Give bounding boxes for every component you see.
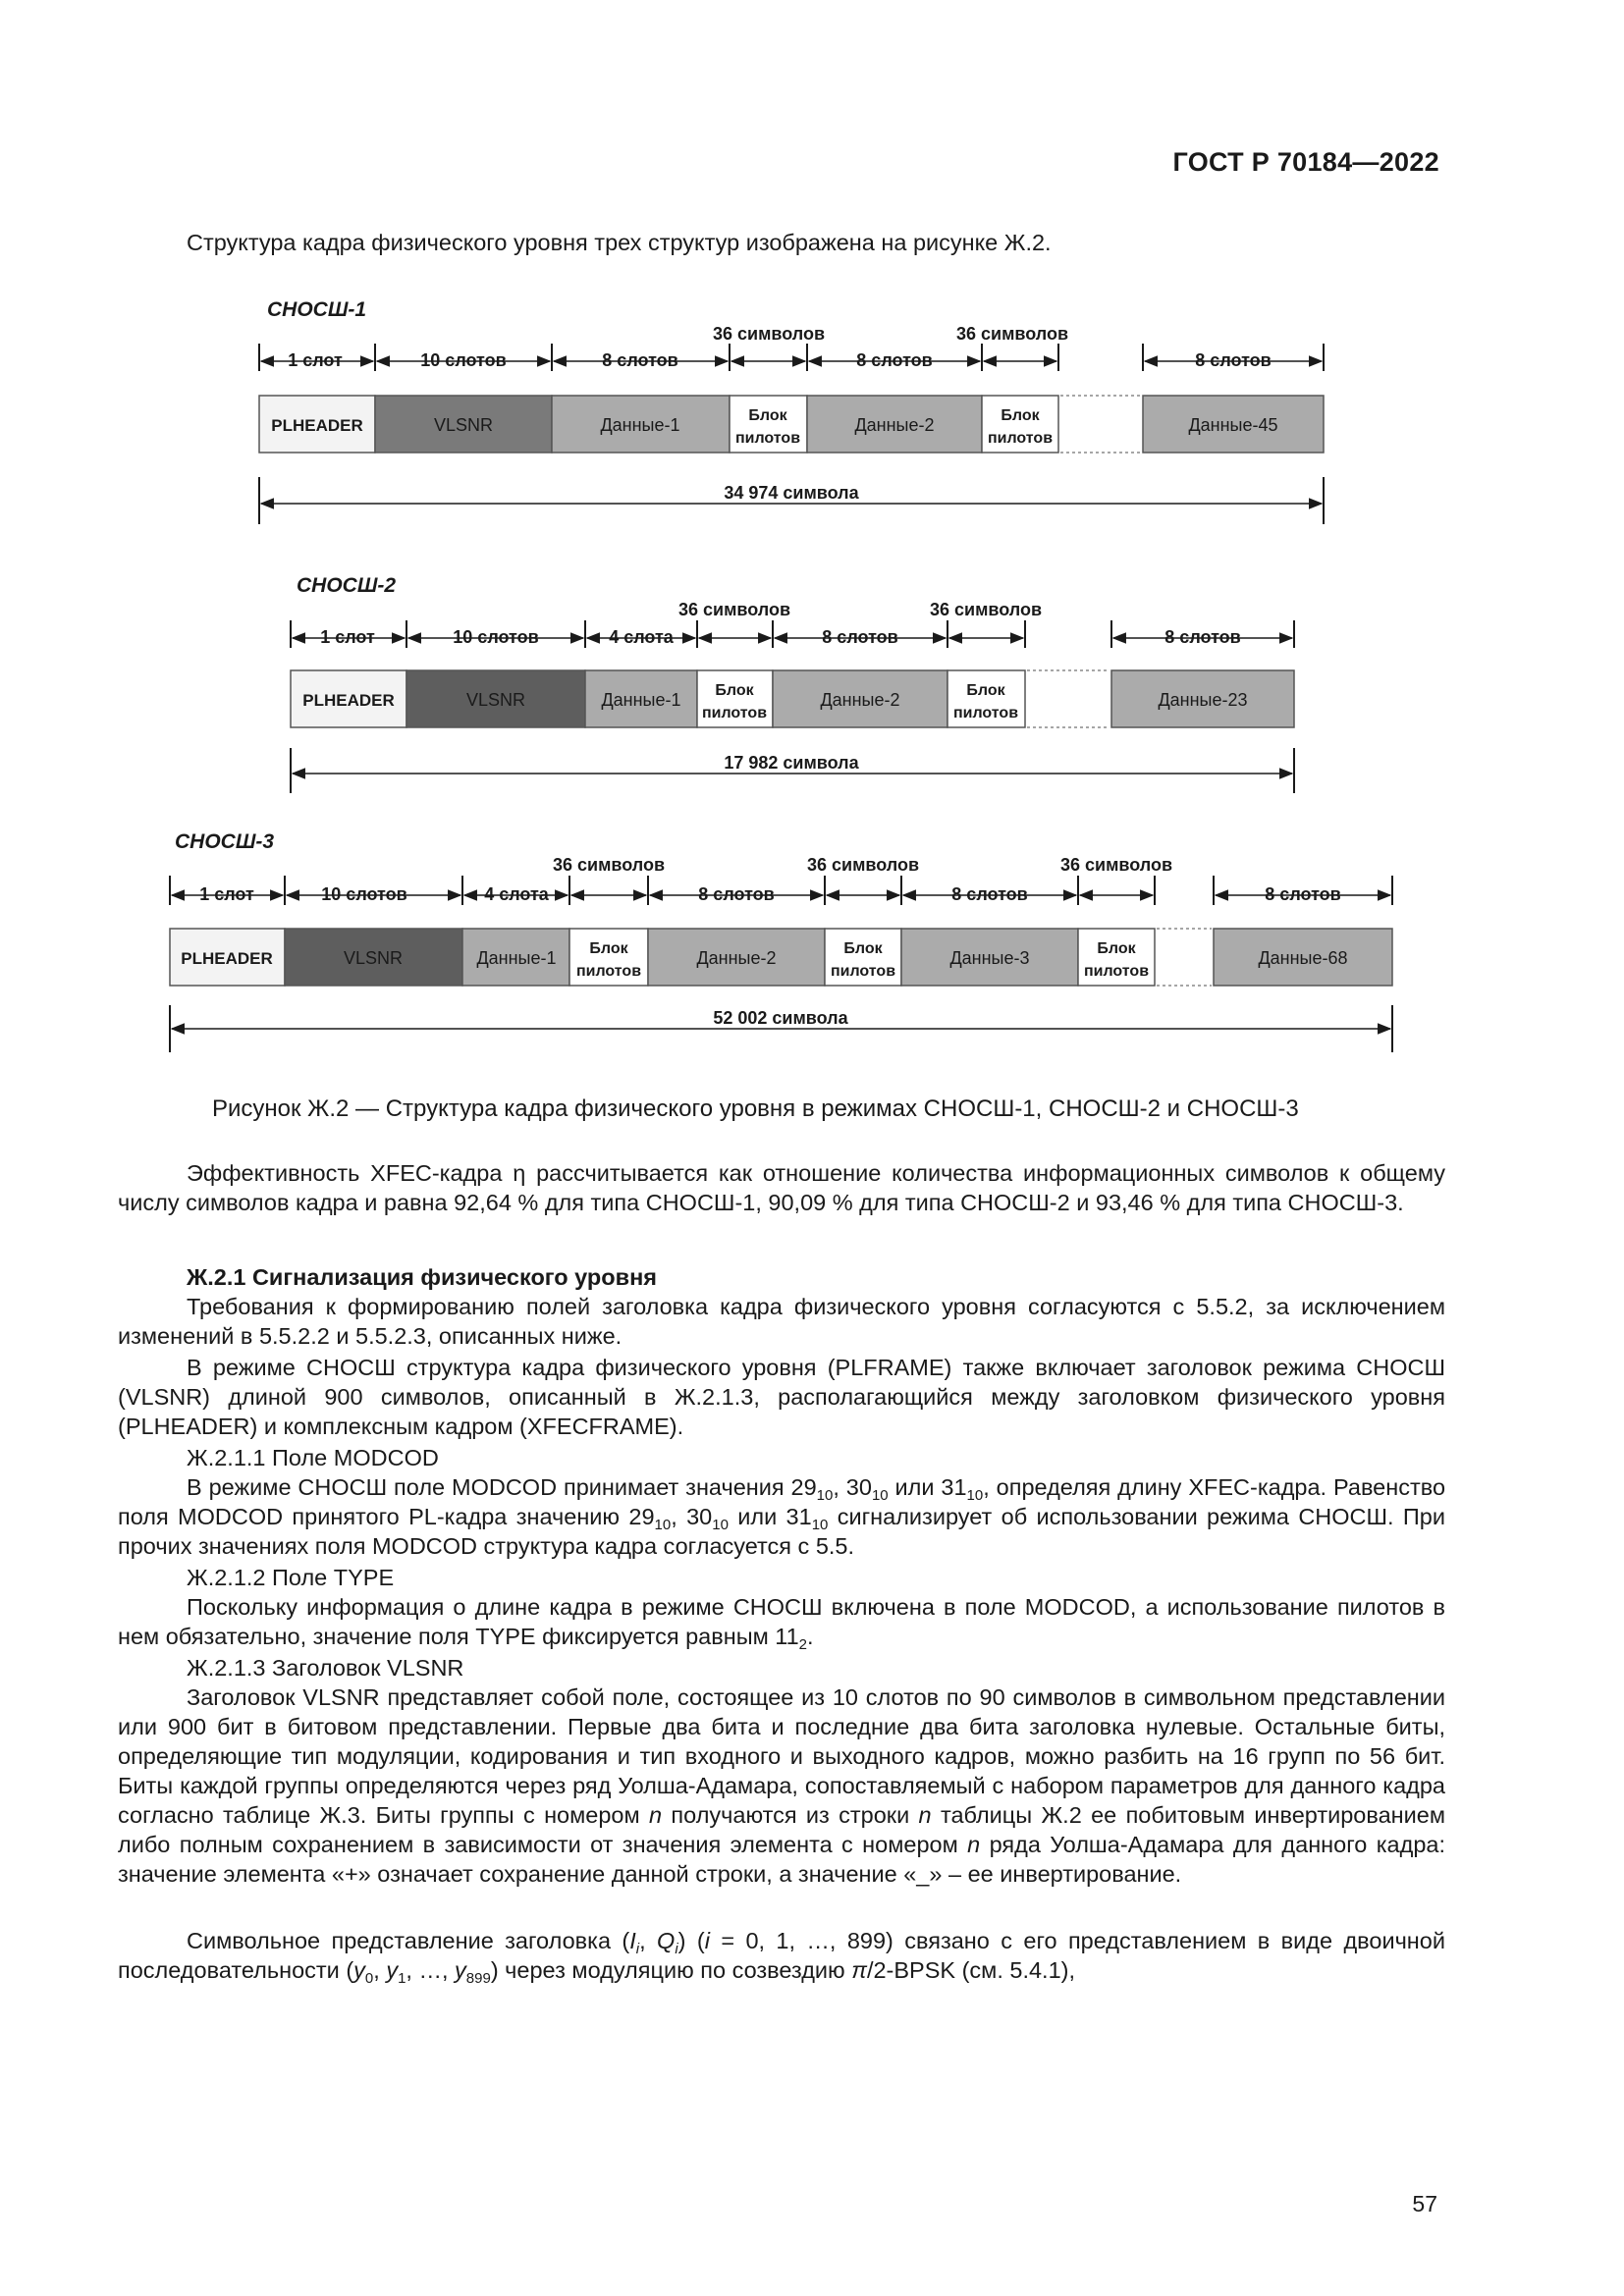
page-number: 57 (1412, 2191, 1437, 2216)
subsection-modcod: Ж.2.1.1 Поле MODCOD (187, 1445, 439, 1470)
requirements-paragraph: Требования к формированию полей заголовка кадра физического уровня согласуются с 5.5.2, за исключением изменений в 5.5.2.2 и 5.5.2.3, описанных ниже. (118, 1294, 1445, 1349)
pilot-label: пилотов (1083, 963, 1150, 980)
diagram-snossh-1 (259, 298, 1324, 524)
slot-label: 4 слота (609, 627, 674, 647)
intro-text: Структура кадра физического уровня трех структур изображена на рисунке Ж.2. (187, 230, 1052, 255)
pilot-label: Блок (748, 407, 787, 424)
total-symbols: 17 982 символа (724, 753, 859, 773)
block-label: PLHEADER (302, 691, 395, 710)
symbols-label: 36 символов (955, 324, 1069, 344)
document-id: ГОСТ Р 70184—2022 (1172, 147, 1439, 177)
diagram-title: СНОСШ-3 (175, 830, 275, 853)
slot-label: 1 слот (199, 884, 254, 904)
subsection-vlsnr: Ж.2.1.3 Заголовок VLSNR (187, 1655, 464, 1681)
block-label: Данные-3 (949, 948, 1030, 968)
block-label: Данные-1 (600, 415, 680, 435)
total-symbols: 52 002 символа (713, 1008, 848, 1028)
symbols-label: 36 символов (929, 600, 1043, 619)
block-label: Данные-1 (601, 690, 681, 710)
block-label: Данные-2 (854, 415, 935, 435)
plframe-paragraph: В режиме СНОСШ структура кадра физического уровня (PLFRAME) также включает заголовок режима СНОСШ (VLSNR) длиной 900 символов, описанный в Ж.2.1.3, располагающийся между заголовком физического уровня (PLHEADER) и комплексным кадром (XFECFRAME). (118, 1355, 1445, 1439)
diagram-snossh-3 (170, 830, 1392, 1052)
subsection-type: Ж.2.1.2 Поле TYPE (187, 1565, 395, 1590)
vlsnr-paragraph: Заголовок VLSNR представляет собой поле, состоящее из 10 слотов по 90 символов в символьном представлении или 900 бит в битовом представлении. Первые два бита и последние два бита заголовка нулевые. Остальные биты, определяющие тип модуляции, кодирования и тип входного и выходного кадров, можно разбить на 16 групп по 56 бит. Биты каждой группы определяются через ряд Уолша-Адамара, сопоставляемый с набором параметров для данного кадра согласно таблице Ж.3. Биты группы с номером n получаются из строки n таблицы Ж.2 ее побитовым инвертированием либо полным сохранением в зависимости от значения элемента с номером n ряда Уолша-Адамара для данного кадра: значение элемента «+» означает сохранение данной строки, а значение «_» – ее инвертирование. (118, 1684, 1446, 1887)
pilot-label: пилотов (701, 705, 768, 721)
block-label: VLSNR (465, 690, 526, 710)
block-label: PLHEADER (271, 416, 363, 435)
frame-structure-figure (0, 0, 1624, 1080)
slot-label: 10 слотов (453, 627, 539, 647)
block-label: Данные-23 (1158, 690, 1248, 710)
block-label: Данные-68 (1258, 948, 1348, 968)
slot-label: 8 слотов (1265, 884, 1341, 904)
pilot-label: Блок (589, 940, 628, 957)
slot-label: 8 слотов (1164, 627, 1241, 647)
block-label: PLHEADER (181, 949, 273, 968)
total-symbols: 34 974 символа (724, 483, 859, 503)
pilot-label: Блок (1001, 407, 1040, 424)
diagram-title: СНОСШ-2 (297, 574, 397, 597)
pilot-label: Блок (843, 940, 883, 957)
slot-label: 1 слот (288, 350, 343, 370)
pilot-label: пилотов (575, 963, 642, 980)
symbols-label: 36 символов (712, 324, 826, 344)
symbols-label: 36 символов (806, 855, 920, 875)
diagram-title: СНОСШ-1 (267, 298, 367, 321)
symbols-label: 36 символов (1059, 855, 1173, 875)
slot-label: 10 слотов (321, 884, 407, 904)
pilot-label: пилотов (734, 430, 801, 447)
slot-label: 8 слотов (822, 627, 898, 647)
block-label: VLSNR (433, 415, 494, 435)
slot-label: 8 слотов (856, 350, 933, 370)
type-paragraph: Поскольку информация о длине кадра в режиме СНОСШ включена в поле MODCOD, а использование пилотов в нем обязательно, значение поля TYPE фиксируется равным $11_2$. (118, 1594, 1445, 1653)
diagram-snossh-2 (291, 574, 1294, 793)
slot-label: 1 слот (320, 627, 375, 647)
block-label: Данные-2 (820, 690, 900, 710)
slot-label: 8 слотов (951, 884, 1028, 904)
block-label: Данные-1 (476, 948, 557, 968)
figure-caption: Рисунок Ж.2 — Структура кадра физического уровня в режимах СНОСШ-1, СНОСШ-2 и СНОСШ-3 (212, 1095, 1299, 1122)
efficiency-paragraph: Эффективность XFEC-кадра η рассчитывается как отношение количества информационных символов к общему числу символов кадра и равна 92,64 % для типа СНОСШ-1, 90,09 % для типа СНОСШ-2 и 93,46 % для типа СНОСШ-3. (118, 1160, 1445, 1215)
pilot-label: Блок (966, 682, 1005, 699)
symbols-label: 36 символов (677, 600, 791, 619)
slot-label: 8 слотов (1195, 350, 1272, 370)
symbol-representation-paragraph: Символьное представление заголовка ($I_i$, $Q_i$) (i = 0, 1, …, 899) связано с его представлением в виде двоичной последовательности ($y_0$, $y_1$, …, $y_{899}$) через модуляцию по созвездию π/2-BPSK (см. 5.4.1), (118, 1928, 1445, 1987)
block-label: VLSNR (343, 948, 404, 968)
symbols-label: 36 символов (552, 855, 666, 875)
section-title: Ж.2.1 Сигнализация физического уровня (187, 1264, 657, 1290)
block-label: Данные-2 (696, 948, 777, 968)
pilot-label: пилотов (830, 963, 896, 980)
block-label: Данные-45 (1188, 415, 1278, 435)
slot-label: 4 слота (484, 884, 549, 904)
pilot-label: пилотов (952, 705, 1019, 721)
modcod-paragraph: В режиме СНОСШ поле MODCOD принимает значения $29_{10}$, $30_{10}$ или $31_{10}$, определяя длину XFEC-кадра. Равенство поля MODCOD принятого PL-кадра значению $29_{10}$, $30_{10}$ или $31_{10}$ сигнализирует об использовании режима СНОСШ. При прочих значениях поля MODCOD структура кадра согласуется с 5.5. (118, 1474, 1446, 1559)
pilot-label: Блок (715, 682, 754, 699)
slot-label: 8 слотов (698, 884, 775, 904)
pilot-label: Блок (1097, 940, 1136, 957)
slot-label: 8 слотов (602, 350, 678, 370)
pilot-label: пилотов (987, 430, 1054, 447)
slot-label: 10 слотов (420, 350, 507, 370)
